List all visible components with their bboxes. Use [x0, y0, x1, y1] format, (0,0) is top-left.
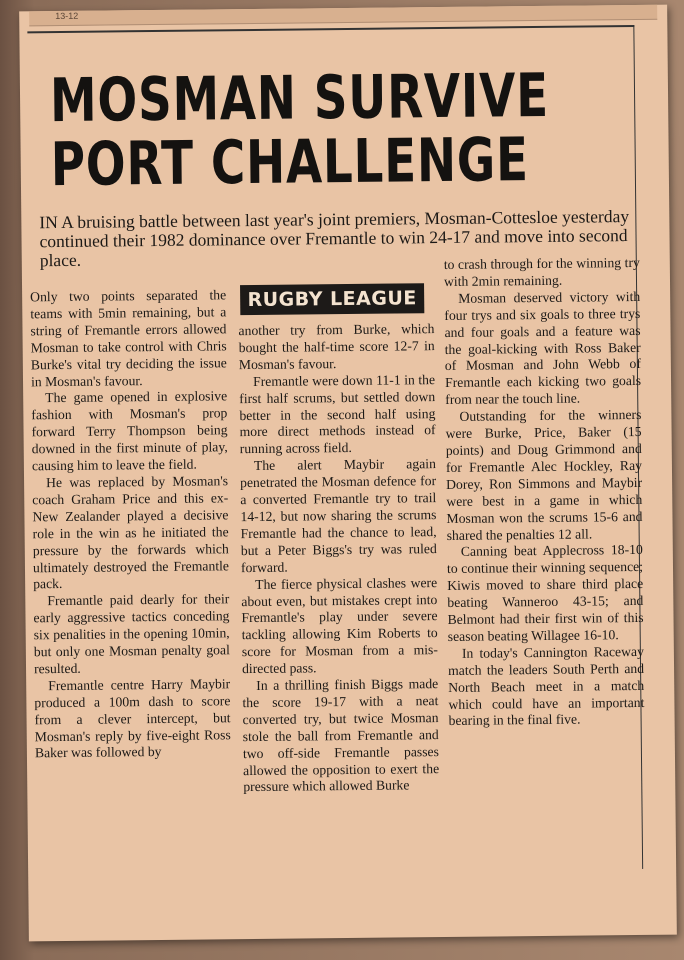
clipping-top-strip — [29, 5, 657, 27]
paragraph: The fierce physical clashes were about even, but mistakes crept into Fremantle's play under severe tackling allowing Kim Roberts to score for Mosman from a mis-directed pass. — [241, 574, 438, 677]
headline — [49, 60, 550, 201]
newspaper-clipping — [19, 5, 677, 942]
paragraph: In a thrilling finish Biggs made the score 19-17 with a neat converted try, but twice Mosman stole the ball from Fremantle and two off-side Fremantle passes allowed the opposition to exert the pressure which allowed Burke — [242, 676, 440, 795]
date-stub: 13-12 — [55, 10, 79, 22]
paragraph: Only two points separated the teams with 5min remaining, but a string of Fremantle errors allowed Mosman to take control with Chris Burke's vital try deciding the issue in Mosman's favour. — [30, 287, 227, 389]
article-frame — [27, 25, 643, 875]
paragraph: The game opened in explosive fashion with Mosman's prop forward Terry Thompson being downed in the first minute of play, causing him to leave the field. — [31, 388, 228, 474]
paragraph: Canning beat Applecross 18-10 to continue their winning sequence; Kiwis moved to share third place beating Wanneroo 43-15; and Belmont had their first win of this season beating Willagee 16-10. — [446, 542, 644, 644]
intro-paragraph: IN A bruising battle between last year's joint premiers, Mosman-Cottesloe yesterday continued their 1982 dominance over Fremantle to win 24-17 and move into second place. — [39, 206, 630, 271]
column-3 — [444, 255, 645, 730]
paragraph: The alert Maybir again penetrated the Mosman defence for a converted Fremantle try to trail 14-12, but now sharing the scrums Fremantle had the chance to lead, but a Peter Biggs's try was ruled forward. — [240, 456, 437, 575]
section-label-banner: RUGBY LEAGUE — [240, 283, 424, 315]
paragraph: He was replaced by Mosman's coach Graham Price and this ex-New Zealander played a decisive role in the win as he initiated the pressure by the forwards which ultimately destroyed the Fremantle pack. — [32, 473, 230, 592]
paragraph: Fremantle paid dearly for their early aggressive tactics conceding six penalities in the opening 10min, but only one Mosman penalty goal resulted. — [33, 591, 230, 677]
column-1 — [30, 287, 231, 762]
paragraph: to crash through for the winning try with 2min remaining. — [443, 254, 640, 289]
paragraph: Fremantle were down 11-1 in the first half scrums, but settled down better in the second half using more direct methods instead of running across field. — [239, 371, 436, 457]
paragraph: Mosman deserved victory with four trys and six goals to three trys and four goals and a feature was the goal-kicking with Ross Baker of Mosman and John Webb of Fremantle each kicking two goals from near the touch line. — [444, 288, 642, 408]
column-2 — [238, 321, 439, 796]
paragraph: Outstanding for the winners were Burke, Price, Baker (15 points) and Doug Grimmond and for Fremantle Alec Hockley, Ray Dorey, Ron Simmons and Maybir were best in a game in which Mosman won the scrums 15-6 and shared the penalties 12 all. — [445, 407, 643, 543]
paragraph: In today's Cannington Raceway match the leaders South Perth and North Beach meet in a match which could have an important bearing in the final five. — [447, 643, 645, 729]
headline-line-1: MOSMAN SURVIVE — [49, 60, 550, 137]
paragraph: another try from Burke, which bought the half-time score 12-7 in Mosman's favour. — [238, 321, 435, 372]
paragraph: Fremantle centre Harry Maybir produced a 100m dash to score from a clever intercept, but Mosman's reply by five-eight Ross Baker was followed by — [34, 676, 231, 761]
headline-line-2: PORT CHALLENGE — [50, 125, 530, 201]
